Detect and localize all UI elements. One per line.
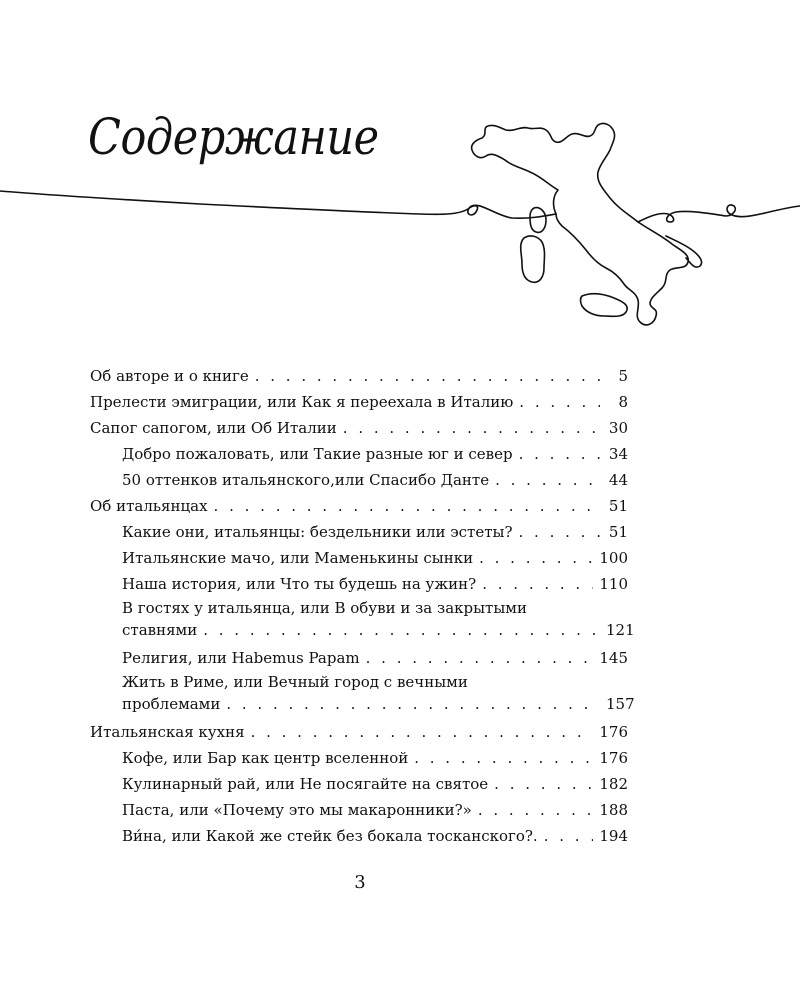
dot-leader [414,745,593,771]
toc-entry-title: Наша история, или Что ты будешь на ужин? [122,575,477,593]
toc-page-number: 145 [599,649,628,667]
dot-leader [479,545,593,571]
toc-page-number: 110 [599,575,628,593]
toc-page-number: 44 [608,471,628,489]
toc-page-number: 51 [608,497,628,515]
toc-page-number: 176 [599,723,628,741]
page-number: 3 [354,872,366,893]
dot-leader [544,823,594,849]
toc-entry-title: Итальянская кухня [90,723,245,741]
table-of-contents [90,363,635,849]
toc-page-number: 157 [606,695,635,713]
toc-entry[interactable] [90,493,628,519]
toc-page-number: 194 [599,827,628,845]
toc-page-number: 5 [618,367,628,385]
toc-page-number: 100 [599,549,628,567]
toc-entry-title: Кулинарный рай, или Не посягайте на святое [122,775,489,793]
toc-entry-title: Сапог сапогом, или Об Италии [90,419,337,437]
toc-entry-title: Паста, или «Почему это мы макаронники?» [122,801,472,819]
dot-leader [366,645,594,671]
dot-leader [255,363,600,389]
toc-page-number: 176 [599,749,628,767]
toc-entry-title: В гостях у итальянца, или В обуви и за закрытыми [122,599,527,617]
toc-entry-title: Добро пожаловать, или Такие разные юг и север [122,445,513,463]
dot-leader [482,571,593,597]
toc-entry-title: Итальянские мачо, или Маменькины сынки [122,549,474,567]
italy-map-line-art-icon [0,0,800,360]
toc-page-number: 188 [599,801,628,819]
dot-leader [478,797,594,823]
dot-leader [214,493,600,519]
dot-leader [494,771,593,797]
toc-entry-title-continued: проблемами [122,695,221,713]
toc-entry[interactable] [90,441,628,467]
toc-entry[interactable] [90,719,628,745]
toc-entry-title-continued: ставнями [122,621,198,639]
dot-leader [519,519,600,545]
dot-leader [495,467,600,493]
toc-entry-title: Об авторе и о книге [90,367,249,385]
toc-entry-title: Об итальянцах [90,497,208,515]
toc-entry[interactable] [90,415,628,441]
dot-leader [251,719,594,745]
toc-entry-title: Прелести эмиграции, или Как я переехала в Италию [90,393,514,411]
toc-entry-title: Религия, или Habemus Papam [122,649,360,667]
dot-leader [226,693,600,715]
toc-entry[interactable] [90,363,628,389]
toc-entry[interactable] [90,645,628,671]
dot-leader [519,389,600,415]
toc-entry[interactable] [90,597,635,645]
toc-page-number: 182 [599,775,628,793]
toc-entry[interactable] [90,545,628,571]
toc-page-number: 8 [618,393,628,411]
toc-page-number: 51 [608,523,628,541]
toc-entry[interactable] [90,797,628,823]
toc-entry-title: 50 оттенков итальянского,или Спасибо Данте [122,471,490,489]
dot-leader [343,415,600,441]
toc-page-number: 30 [608,419,628,437]
page-title: Содержание [88,108,379,166]
toc-entry[interactable] [90,571,628,597]
toc-entry[interactable] [90,389,628,415]
toc-entry[interactable] [90,745,628,771]
toc-entry-title: Какие они, итальянцы: бездельники или эстеты? [122,523,513,541]
toc-entry-title: Жить в Риме, или Вечный город с вечными [122,673,468,691]
toc-entry-title: Ви́на, или Какой же стейк без бокала тосканского?. [122,827,538,845]
toc-page-number: 121 [606,621,635,639]
toc-entry[interactable] [90,467,628,493]
dot-leader [203,619,600,641]
toc-entry[interactable] [90,519,628,545]
toc-entry[interactable] [90,771,628,797]
toc-entry[interactable] [90,823,628,849]
toc-page-number: 34 [608,445,628,463]
dot-leader [519,441,600,467]
toc-entry-title: Кофе, или Бар как центр вселенной [122,749,409,767]
toc-entry[interactable] [90,671,635,719]
